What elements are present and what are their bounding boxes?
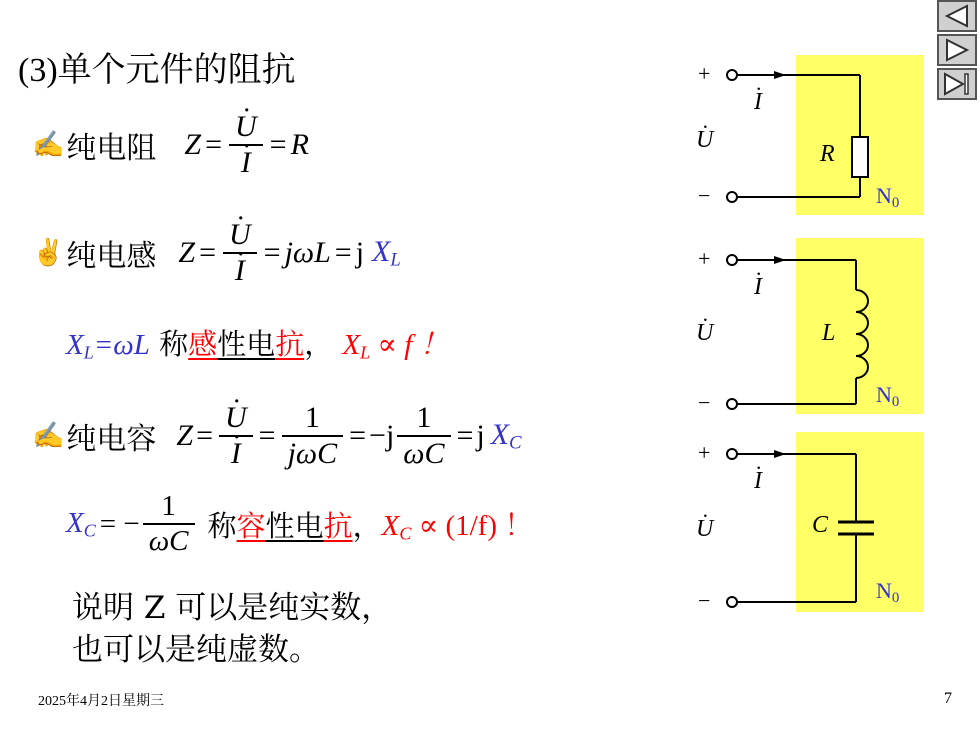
term-char: 容 xyxy=(236,508,266,543)
term-char: 电 xyxy=(294,508,324,543)
one-over-jwc-fraction: $\frac{1}{\text{jωC}}$ xyxy=(282,401,344,472)
minus-terminal: − xyxy=(698,390,711,415)
voltage-phasor: · U xyxy=(229,218,251,253)
network-label: N0 xyxy=(876,382,900,410)
plus-terminal: + xyxy=(698,246,711,271)
current-phasor: · I xyxy=(235,254,245,289)
remark-line-1: 说明 Z 可以是纯实数， xyxy=(72,590,393,626)
u-over-i-fraction xyxy=(223,218,257,289)
term-char: 抗 xyxy=(323,508,353,543)
resistor-circuit xyxy=(690,55,930,220)
current-label: · I xyxy=(754,274,762,301)
inductor-circuit xyxy=(690,238,930,418)
term-char: 性 xyxy=(217,327,247,361)
inductor-label: 纯电感 xyxy=(66,239,157,274)
page-number: 7 xyxy=(944,690,952,707)
comma: ， xyxy=(304,327,334,361)
equals-sign: = xyxy=(269,128,287,161)
voltage-label: · U xyxy=(696,516,713,543)
plus-terminal: + xyxy=(698,440,711,465)
network-label: N0 xyxy=(876,578,900,606)
last-slide-button[interactable] xyxy=(937,68,977,100)
element-label: R xyxy=(820,141,835,167)
note-text: 称 xyxy=(159,327,189,361)
remark-line-2: 也可以是纯虚数。 xyxy=(72,632,320,668)
one-over-wc-fraction: $\frac{1}{\omega C}$ xyxy=(397,401,450,472)
slide-heading: (3)单个元件的阻抗 xyxy=(18,52,296,89)
prev-slide-button[interactable] xyxy=(937,0,977,32)
hand-writing-icon: ✍ xyxy=(32,421,65,451)
minus-terminal: − xyxy=(698,183,711,208)
comma: ， xyxy=(352,508,382,543)
current-phasor: · I xyxy=(231,437,241,472)
voltage-label: · U xyxy=(696,127,713,154)
voltage-phasor: · U xyxy=(235,110,257,145)
inductor-formula-row xyxy=(32,208,401,298)
current-phasor: · I xyxy=(241,146,251,181)
triangle-right-icon xyxy=(939,36,975,64)
element-label: C xyxy=(812,512,829,538)
current-label: · I xyxy=(754,468,762,495)
capacitor-z: Z xyxy=(176,419,194,452)
u-over-i-fraction xyxy=(229,110,263,181)
term-char: 性 xyxy=(265,508,295,543)
equals-minus: = − xyxy=(99,507,140,540)
capacitor-formula-row xyxy=(32,390,522,482)
inductive-proportionality: $X_L \propto f$ ！ xyxy=(342,329,449,363)
term-char: 抗 xyxy=(275,327,305,361)
network-label: N0 xyxy=(876,183,900,211)
inductive-reactance-symbol: $X_L$ xyxy=(372,234,401,271)
u-over-i-fraction xyxy=(219,401,253,472)
equals-sign: = xyxy=(349,419,367,452)
capacitor-label: 纯电容 xyxy=(66,422,157,457)
footer-date: 2025年4月2日星期三 xyxy=(38,694,164,709)
one-over-wc-fraction: $\frac{1}{\omega C}$ xyxy=(143,490,195,559)
equals-sign: = xyxy=(263,236,281,269)
triangle-left-icon xyxy=(939,2,975,30)
minus-j: −j xyxy=(369,419,395,452)
equals-sign: = xyxy=(456,419,474,452)
xl-symbol: $X_L=\omega L$ xyxy=(66,329,150,363)
j-omega-l: jωL xyxy=(284,236,331,269)
resistor-formula-row xyxy=(32,100,309,190)
plus-terminal: + xyxy=(698,61,711,86)
next-slide-button[interactable] xyxy=(937,34,977,66)
inductor-z: Z xyxy=(178,236,196,269)
capacitor-circuit xyxy=(690,432,930,617)
voltage-phasor: · U xyxy=(225,401,247,436)
victory-hand-icon: ✌ xyxy=(32,238,65,268)
equals-sign: = xyxy=(199,236,216,269)
j-symbol: j xyxy=(355,236,365,269)
note-text: 称 xyxy=(207,508,237,543)
j-symbol: j xyxy=(476,419,485,452)
term-char: 感 xyxy=(188,327,218,361)
resistor-z: Z xyxy=(184,128,202,161)
equals-sign: = xyxy=(334,236,352,269)
current-label: · I xyxy=(754,89,762,116)
xc-symbol: $X_C$ xyxy=(66,506,96,541)
resistor-result: R xyxy=(290,128,309,161)
voltage-label: · U xyxy=(696,320,713,347)
capacitive-reactance-symbol: $X_C$ xyxy=(490,417,522,454)
resistor-label: 纯电阻 xyxy=(66,131,157,166)
capacitive-proportionality: $X_C \propto (1/f)$ ！ xyxy=(381,510,534,544)
element-label: L xyxy=(822,320,836,346)
hand-writing-icon: ✍ xyxy=(32,130,65,160)
inductive-reactance-note xyxy=(66,322,449,363)
equals-sign: = xyxy=(258,419,276,452)
skip-to-end-icon xyxy=(939,70,975,98)
term-char: 电 xyxy=(246,327,276,361)
capacitive-reactance-note xyxy=(66,484,533,564)
equals-sign: = xyxy=(205,128,222,161)
minus-terminal: − xyxy=(698,588,711,613)
equals-sign: = xyxy=(196,419,213,452)
